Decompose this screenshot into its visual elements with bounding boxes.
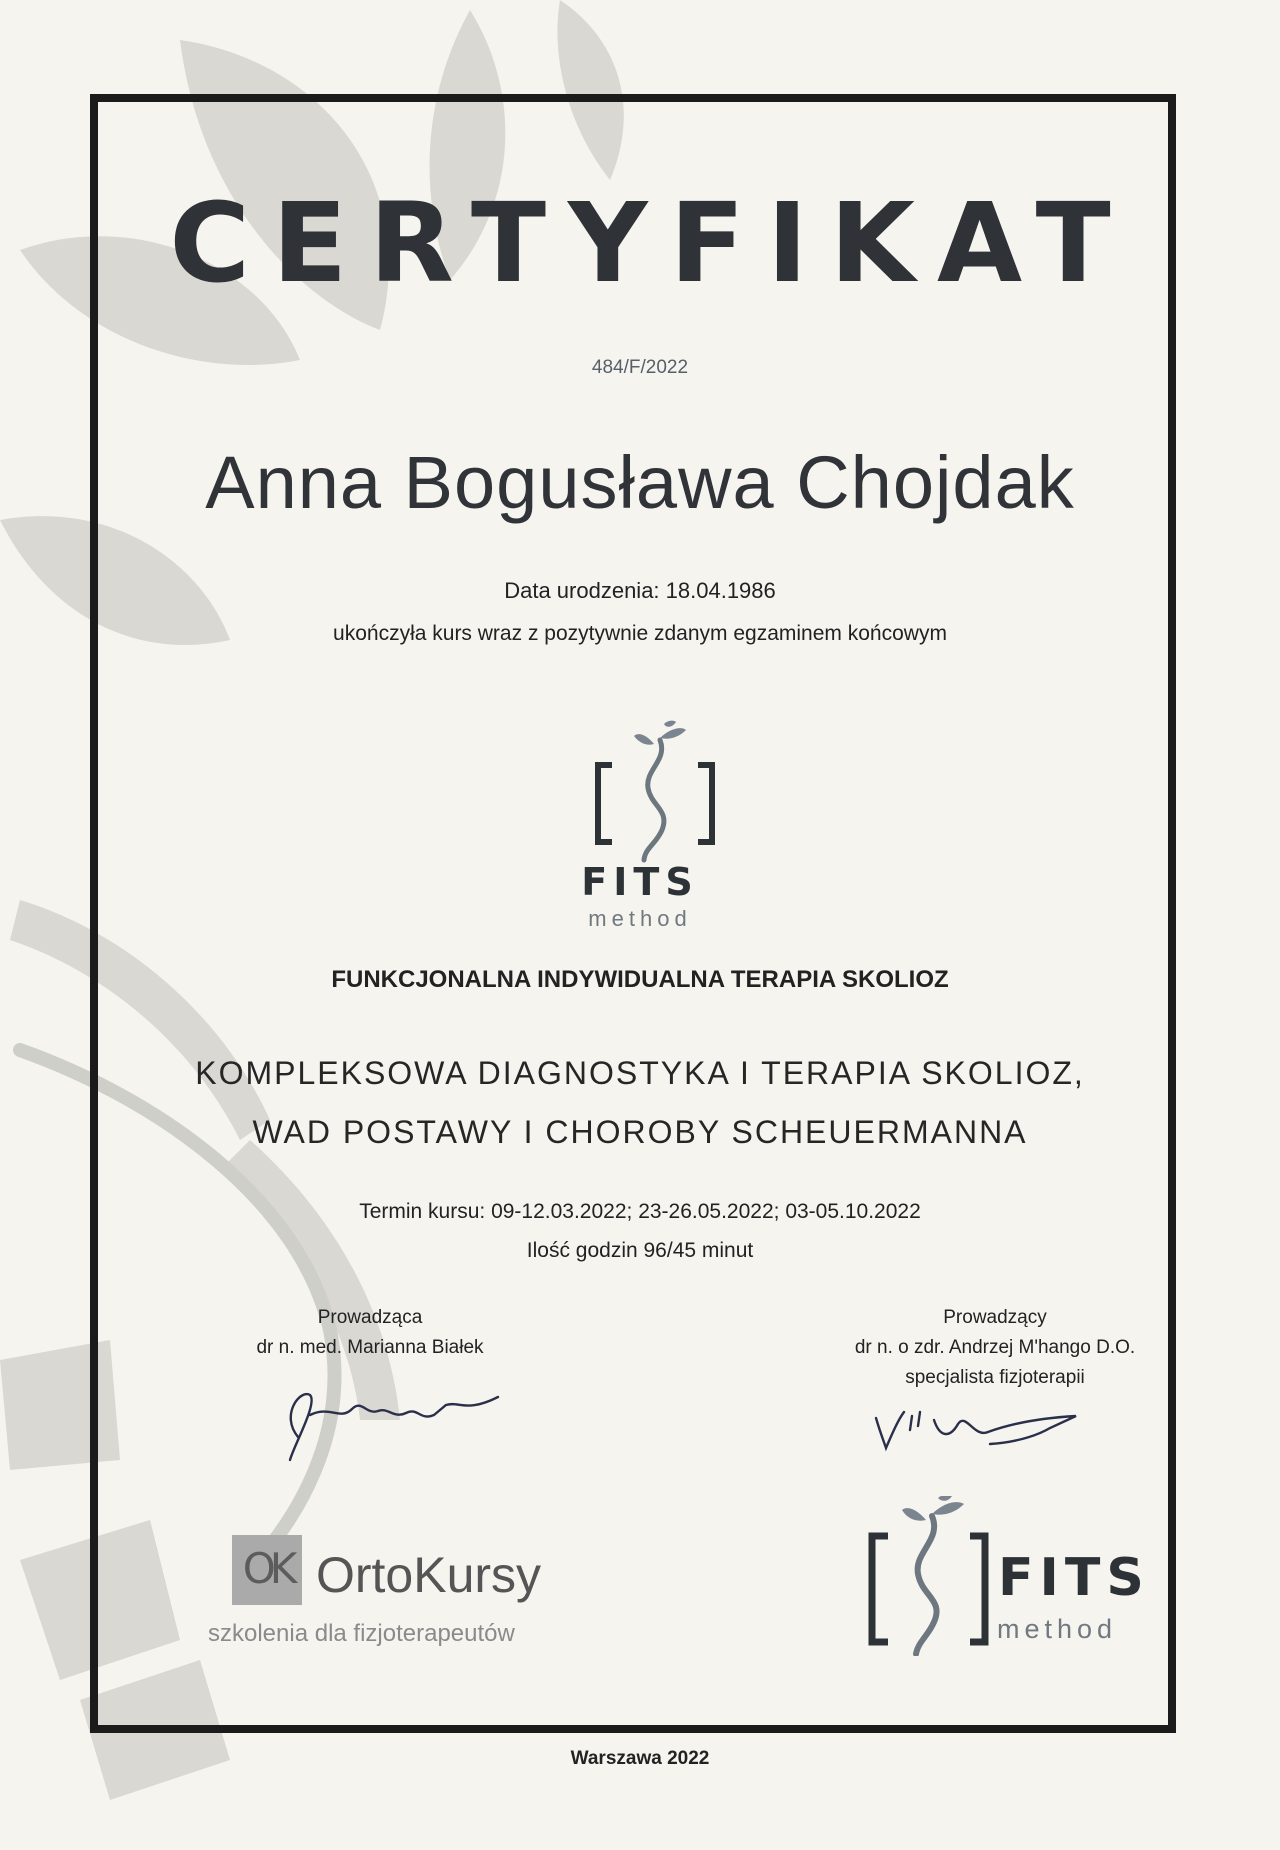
logo-fits-word: FITS [581,860,699,904]
signature-left [270,1375,510,1465]
course-subtitle-line-2: WAD POSTAWY I CHOROBY SCHEUERMANNA [252,1114,1028,1150]
bamboo-brackets-icon [866,1496,991,1656]
recipient-name: Anna Bogusława Chojdak [205,441,1075,524]
ortokursy-tagline: szkolenia dla fizjoterapeutów [208,1620,515,1647]
lecturer-right-name: dr n. o zdr. Andrzej M'hango D.O. [854,1337,1136,1358]
ortokursy-logo-mark: OK [242,1544,292,1593]
course-name: FUNKCJONALNA INDYWIDUALNA TERAPIA SKOLIOZ [331,966,949,993]
signature-right [870,1398,1100,1458]
lecturer-right-role: Prowadzący [943,1307,1047,1328]
lecturer-left-role: Prowadząca [317,1307,423,1328]
ortokursy-name: OrtoKursy [316,1547,542,1603]
course-dates: Termin kursu: 09-12.03.2022; 23-26.05.2022; 03-05.10.2022 [359,1200,921,1223]
lecturer-left-name: dr n. med. Marianna Białek [256,1337,484,1358]
lecturer-right-specialty: specjalista fizjoterapii [905,1367,1085,1388]
birth-date: Data urodzenia: 18.04.1986 [504,578,776,603]
lecturer-left [220,1303,520,1363]
lecturer-right [835,1303,1155,1393]
course-hours: Ilość godzin 96/45 minut [526,1239,754,1262]
completion-statement: ukończyła kurs wraz z pozytywnie zdanym egzaminem końcowym [333,622,947,645]
logo-right-fits-word: FITS [998,1548,1150,1608]
certificate-title: CERTYFIKAT [169,179,1133,307]
logo-right-method-word: method [997,1614,1118,1644]
certificate-number: 484/F/2022 [591,357,689,378]
place-and-year: Warszawa 2022 [570,1748,710,1769]
logo-method-word: method [588,906,692,931]
course-subtitle [0,1044,1280,1162]
course-subtitle-line-1: KOMPLEKSOWA DIAGNOSTYKA I TERAPIA SKOLIOZ, [195,1055,1085,1091]
